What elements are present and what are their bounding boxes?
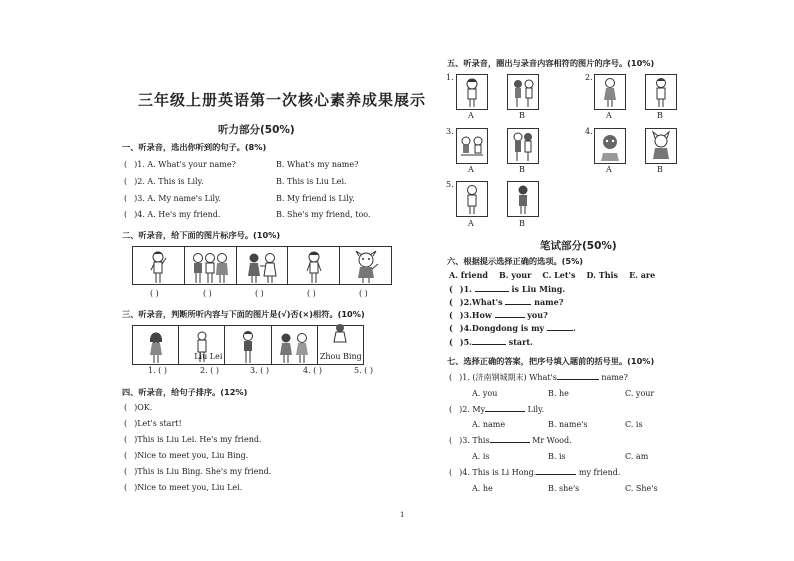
option-7-1-a[interactable]: A. you (472, 389, 498, 398)
section-6-heading: 六、根据提示选择正确的选项。(5%) (447, 256, 584, 266)
q5-3-picture-b[interactable] (507, 128, 539, 164)
q5-5-picture-a[interactable] (456, 181, 488, 217)
q5-4-picture-a[interactable] (594, 128, 626, 164)
fill-blank-6-2[interactable] (505, 304, 531, 305)
q5-5-picture-b[interactable] (507, 181, 539, 217)
sentence-4-5: ( )This is Liu Bing. She's my friend. (124, 467, 272, 476)
q5-2-label-b: B (657, 111, 663, 120)
question-1-4: ( )4. A. He's my friend. (124, 210, 221, 219)
question-6-1: ( )1. is Liu Ming. (449, 284, 566, 294)
option-7-3-c[interactable]: C. am (625, 452, 649, 461)
fill-blank-7-4[interactable] (536, 474, 576, 475)
section-2-picture-strip (132, 246, 392, 285)
picture-girls-meeting (237, 247, 289, 284)
page-title: 三年级上册英语第一次核心素养成果展示 (138, 91, 427, 109)
q5-2-picture-b[interactable] (645, 74, 677, 110)
answer-blank-3-3[interactable]: 3. ( ) (250, 366, 269, 375)
fill-blank-7-3[interactable] (490, 442, 530, 443)
option-7-2-b[interactable]: B. name's (548, 420, 588, 429)
option-7-3-a[interactable]: A. is (472, 452, 490, 461)
section-2-heading: 二、听录音，给下面的图片标序号。(10%) (122, 230, 281, 240)
fill-blank-6-4[interactable] (547, 330, 573, 331)
question-7-4: ( )4. This is Li Hong. my friend. (449, 468, 621, 477)
section-3-heading: 三、听录音，判断所听内容与下面的图片是(√)否(×)相符。(10%) (122, 309, 365, 319)
fill-blank-7-1[interactable] (557, 379, 599, 380)
fill-blank-6-1[interactable] (475, 291, 509, 292)
q5-2-number: 2. (585, 73, 593, 82)
question-6-3: ( )3.How you? (449, 310, 548, 320)
picture-boy-standing (288, 247, 340, 284)
q5-1-picture-a[interactable] (456, 74, 488, 110)
q5-3-number: 3. (446, 127, 454, 136)
answer-blank-2-2[interactable]: ( ) (203, 289, 212, 298)
question-1-3: ( )3. A. My name's Lily. (124, 194, 222, 203)
sentence-4-2: ( )Let's start! (124, 419, 182, 428)
option-7-1-b[interactable]: B. he (548, 389, 569, 398)
answer-blank-3-5[interactable]: 5. ( ) (354, 366, 373, 375)
picture-three-children (185, 247, 237, 284)
section-7-heading: 七、选择正确的答案，把序号填入题前的括号里。(10%) (447, 356, 655, 366)
option-1-4-b: B. She's my friend, too. (276, 210, 371, 219)
option-1-3-b: B. My friend is Lily. (276, 194, 355, 203)
word-option-b: B. your (498, 270, 532, 280)
question-6-4: ( )4.Dongdong is my . (449, 323, 576, 333)
answer-blank-2-3[interactable]: ( ) (255, 289, 264, 298)
fill-blank-7-2[interactable] (485, 411, 525, 412)
option-7-4-a[interactable]: A. he (472, 484, 493, 493)
option-7-2-c[interactable]: C. is (625, 420, 643, 429)
answer-blank-3-1[interactable]: 1. ( ) (148, 366, 167, 375)
section-3-picture-strip (132, 325, 364, 365)
page-number: 1 (400, 511, 405, 519)
q5-3-label-b: B (519, 165, 525, 174)
picture-boy-waving (133, 247, 185, 284)
option-7-3-b[interactable]: B. is (548, 452, 566, 461)
fill-blank-6-5[interactable] (472, 344, 506, 345)
picture-liu-lei (179, 326, 225, 364)
q5-4-label-a: A (606, 165, 612, 174)
q5-2-picture-a[interactable] (594, 74, 626, 110)
question-6-5: ( )5. start. (449, 337, 533, 347)
option-7-2-a[interactable]: A. name (472, 420, 506, 429)
picture-zhou-bing (318, 326, 363, 364)
option-7-4-b[interactable]: B. she's (548, 484, 580, 493)
listening-header: 听力部分(50%) (218, 124, 295, 136)
answer-blank-2-1[interactable]: ( ) (150, 289, 159, 298)
q5-5-number: 5. (446, 180, 454, 189)
section-5-heading: 五、听录音，圈出与录音内容相符的图片的序号。(10%) (447, 58, 655, 68)
label-liu-lei: Liu Lei (194, 352, 223, 361)
option-7-1-c[interactable]: C. your (625, 389, 655, 398)
q5-2-label-a: A (606, 111, 612, 120)
q5-1-label-b: B (519, 111, 525, 120)
section-1-heading: 一、听录音，选出你听到的句子。(8%) (122, 142, 267, 152)
word-option-d: D. This (586, 270, 619, 280)
answer-blank-2-4[interactable]: ( ) (307, 289, 316, 298)
q5-4-number: 4. (585, 127, 593, 136)
question-1-1: ( )1. A. What's your name? (124, 160, 236, 169)
picture-two-girls (272, 326, 318, 364)
answer-blank-2-5[interactable]: ( ) (359, 289, 368, 298)
question-6-2: ( )2.What's name? (449, 297, 564, 307)
question-7-2: ( )2. My Lily. (449, 405, 545, 414)
question-7-1: ( )1. (济南钢城期末) What's name? (449, 373, 628, 382)
q5-4-label-b: B (657, 165, 663, 174)
question-7-3: ( )3. This Mr Wood. (449, 436, 572, 445)
answer-blank-3-4[interactable]: 4. ( ) (303, 366, 322, 375)
q5-5-label-b: B (519, 219, 525, 228)
option-7-4-c[interactable]: C. She's (625, 484, 658, 493)
picture-girl (133, 326, 179, 364)
written-header: 笔试部分(50%) (540, 240, 617, 252)
q5-5-label-a: A (468, 219, 474, 228)
fill-blank-6-3[interactable] (495, 317, 525, 318)
q5-1-picture-b[interactable] (507, 74, 539, 110)
option-1-2-b: B. This is Liu Lei. (276, 177, 347, 186)
q5-4-picture-b[interactable] (645, 128, 677, 164)
answer-blank-3-2[interactable]: 2. ( ) (200, 366, 219, 375)
word-bank (449, 271, 655, 279)
q5-1-label-a: A (468, 111, 474, 120)
word-option-c: C. Let's (542, 270, 576, 280)
sentence-4-6: ( )Nice to meet you, Liu Lei. (124, 483, 243, 492)
q5-3-label-a: A (468, 165, 474, 174)
word-option-e: E. are (629, 270, 656, 280)
question-1-2: ( )2. A. This is Lily. (124, 177, 204, 186)
word-option-a: A. friend (449, 270, 488, 280)
option-1-1-b: B. What's my name? (276, 160, 359, 169)
sentence-4-1: ( )OK. (124, 403, 153, 412)
sentence-4-3: ( )This is Liu Lei. He's my friend. (124, 435, 262, 444)
sentence-4-4: ( )Nice to meet you, Liu Bing. (124, 451, 249, 460)
section-4-heading: 四、听录音，给句子排序。(12%) (122, 387, 248, 397)
picture-boy-tall (225, 326, 271, 364)
q5-3-picture-a[interactable] (456, 128, 488, 164)
picture-cartoon-character (340, 247, 391, 284)
q5-1-number: 1. (446, 73, 454, 82)
label-zhou-bing: Zhou Bing (319, 352, 362, 361)
